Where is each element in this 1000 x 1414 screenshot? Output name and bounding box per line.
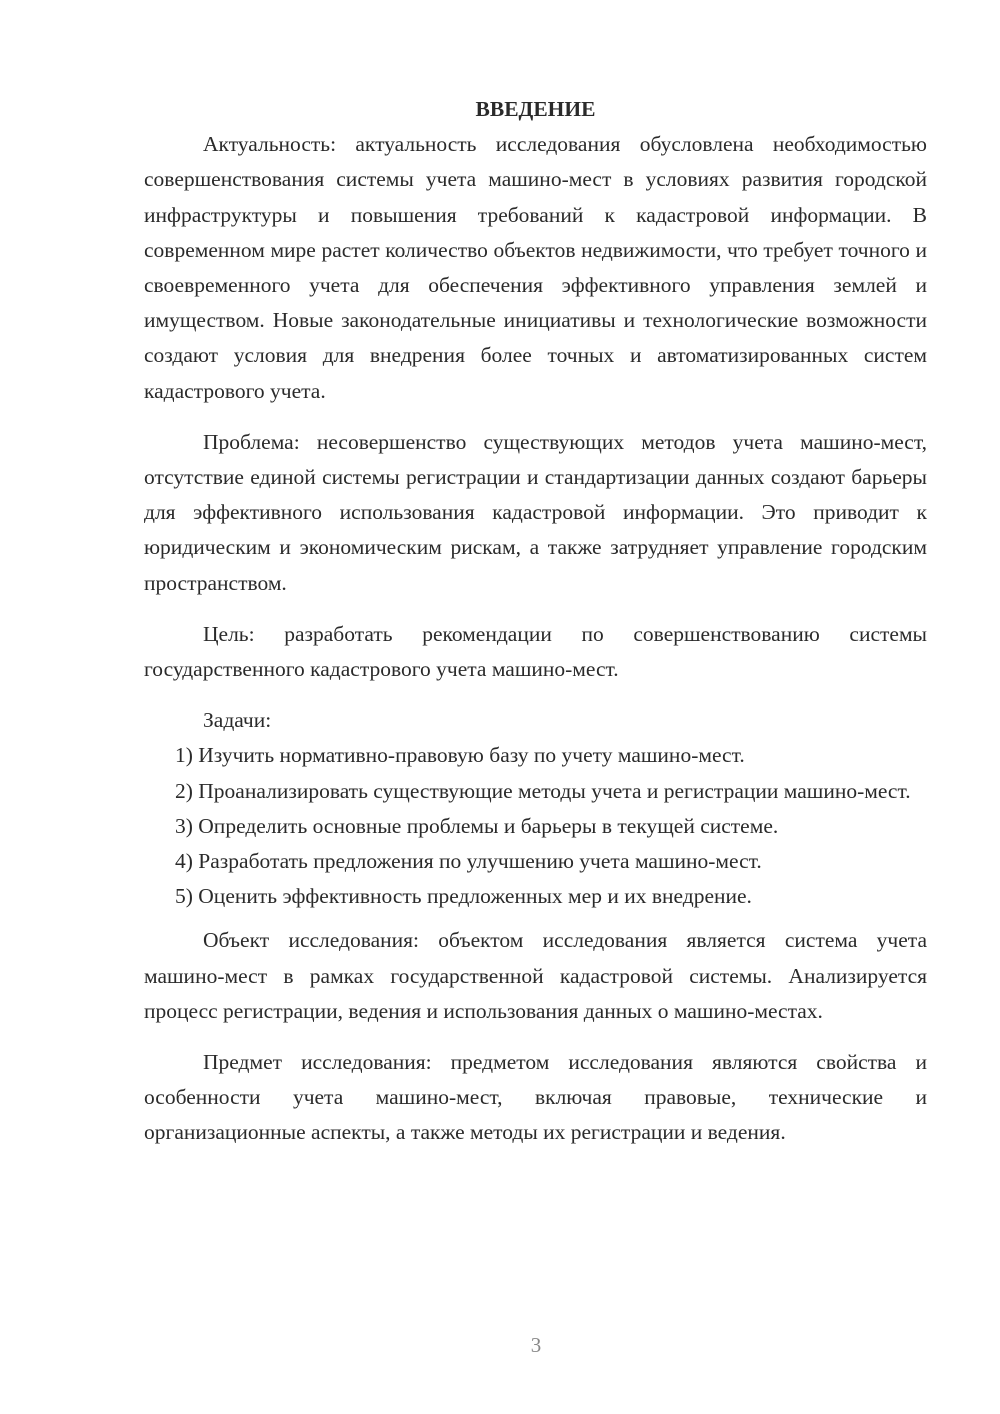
relevance-paragraph: Актуальность: актуальность исследования обусловлена необходимостью совершенствования системы учета машино-мест в условиях развития городской инфраструктуры и повышения требований к кадастровой информации. В современном мире растет количество объектов недвижимости, что требует точного и своевременного учета для обеспечения эффективного управления землей и имуществом. Новые законодательные инициативы и технологические возможности создают условия для внедрения более точных и автоматизированных систем кадастрового учета. <box>144 132 927 403</box>
page-heading: ВВЕДЕНИЕ <box>475 97 596 121</box>
page-number: 3 <box>530 1333 542 1357</box>
object-paragraph: Объект исследования: объектом исследования является система учета машино-мест в рамках государственной кадастровой системы. Анализируется процесс регистрации, ведения и использования данных о машино-местах. <box>144 928 927 1023</box>
tasks-list <box>144 738 927 914</box>
tasks-label: Задачи: <box>203 708 272 733</box>
task-item: 5) Оценить эффективность предложенных мер и их внедрение. <box>175 884 752 909</box>
subject-paragraph: Предмет исследования: предметом исследования являются свойства и особенности учета машино-мест, включая правовые, технические и организационные аспекты, а также методы их регистрации и ведения. <box>144 1050 927 1145</box>
problem-paragraph: Проблема: несовершенство существующих методов учета машино-мест, отсутствие единой системы регистрации и стандартизации данных создают барьеры для эффективного использования кадастровой информации. Это приводит к юридическим и экономическим рискам, а также затрудняет управление городским пространством. <box>144 429 927 595</box>
goal-paragraph: Цель: разработать рекомендации по совершенствованию системы государственного кадастрового учета машино-мест. <box>144 621 927 682</box>
task-item: 1) Изучить нормативно-правовую базу по учету машино-мест. <box>175 743 745 768</box>
task-item: 2) Проанализировать существующие методы учета и регистрации машино-мест. <box>175 778 911 803</box>
task-item: 3) Определить основные проблемы и барьеры в текущей системе. <box>175 813 779 838</box>
task-item: 4) Разработать предложения по улучшению учета машино-мест. <box>175 849 762 874</box>
document-page <box>144 92 927 1151</box>
